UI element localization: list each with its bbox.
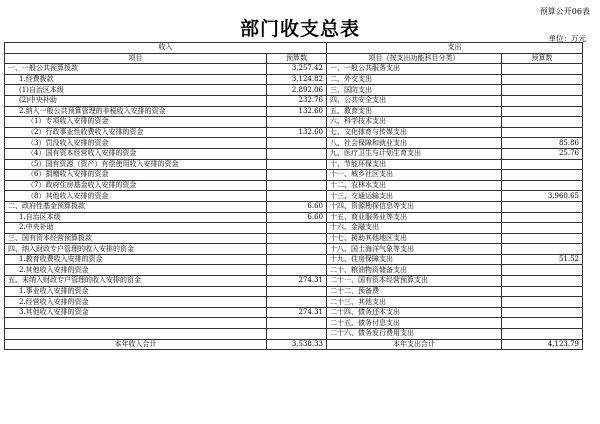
totals-row (5, 339, 583, 350)
expense-value-cell (502, 329, 583, 340)
table-row (5, 95, 583, 106)
income-item-cell: （2）行政事业性收费收入安排的资金 (5, 127, 267, 138)
section-header-row (5, 43, 583, 54)
unit-label: 单位：万元 (548, 34, 586, 43)
table-row (5, 223, 583, 234)
income-value-cell (267, 286, 327, 297)
table-row (5, 297, 583, 308)
expense-value-cell (502, 64, 583, 75)
form-code: 预算公开06表 (539, 7, 590, 16)
income-value-cell: 132.60 (267, 127, 327, 138)
expense-value-cell (502, 201, 583, 212)
expense-item-cell: 二、外交支出 (327, 74, 502, 85)
income-value-cell (267, 329, 327, 340)
table-row (5, 307, 583, 318)
expense-item-cell: 三、国防支出 (327, 85, 502, 96)
income-value-cell (267, 148, 327, 159)
expense-item-cell: 二十三、其他支出 (327, 297, 502, 308)
income-item-cell (5, 318, 267, 329)
expense-value-cell (502, 223, 583, 234)
expense-value-cell: 85.86 (502, 138, 583, 149)
table-row (5, 191, 583, 202)
expense-value-cell (502, 159, 583, 170)
income-item-header: 项目 (5, 53, 267, 64)
income-value-cell: 232.76 (267, 95, 327, 106)
table-row (5, 286, 583, 297)
income-item-cell: (1)自治区本级 (5, 85, 267, 96)
expense-value-cell: 51.52 (502, 254, 583, 265)
expense-value-cell (502, 244, 583, 255)
table-row (5, 127, 583, 138)
expense-value-cell (502, 307, 583, 318)
expense-item-cell: 十七、援助其他地区支出 (327, 233, 502, 244)
table-row (5, 329, 583, 340)
expense-item-cell: 二十、粮油物资储备支出 (327, 265, 502, 276)
income-value-cell (267, 159, 327, 170)
income-item-cell (5, 329, 267, 340)
income-expense-table (4, 42, 583, 350)
income-item-cell: （7）政府住房基金收入安排的资金 (5, 180, 267, 191)
income-value-cell (267, 254, 327, 265)
income-total-label: 本年收入合计 (5, 339, 267, 350)
expense-value-cell (502, 233, 583, 244)
expense-value-cell (502, 117, 583, 128)
income-total-value: 3,538.33 (267, 339, 327, 350)
expense-item-cell: 十三、交通运输支出 (327, 191, 502, 202)
table-row (5, 265, 583, 276)
income-item-cell: （3）罚没收入安排的资金 (5, 138, 267, 149)
income-item-cell: 五、未纳入财政专户管理的收入安排的资金 (5, 276, 267, 287)
income-value-cell (267, 180, 327, 191)
table-row (5, 138, 583, 149)
expense-value-cell: 3,960.65 (502, 191, 583, 202)
table-row (5, 159, 583, 170)
table-row (5, 74, 583, 85)
expense-item-cell: 六、科学技术支出 (327, 117, 502, 128)
expense-value-cell (502, 265, 583, 276)
income-item-cell: 1.经费拨款 (5, 74, 267, 85)
expense-item-cell: 一、一般公共服务支出 (327, 64, 502, 75)
table-row (5, 85, 583, 96)
income-value-cell (267, 318, 327, 329)
expense-value-cell (502, 180, 583, 191)
income-item-cell: 2.纳入一般公共预算管理的非税收入安排的资金 (5, 106, 267, 117)
income-value-cell (267, 170, 327, 181)
table-row (5, 318, 583, 329)
income-value-cell (267, 117, 327, 128)
expense-value-cell (502, 318, 583, 329)
income-item-cell: 二、政府性基金预算拨款 (5, 201, 267, 212)
expense-item-cell: 十一、城乡社区支出 (327, 170, 502, 181)
expense-item-cell: 四、公共安全支出 (327, 95, 502, 106)
table-row (5, 201, 583, 212)
income-item-cell: 四、纳入财政专户管理的收入安排的资金 (5, 244, 267, 255)
table-row (5, 170, 583, 181)
income-value-cell (267, 297, 327, 308)
table-row (5, 117, 583, 128)
expense-value-cell (502, 170, 583, 181)
income-item-cell: 2.其他收入安排的资金 (5, 265, 267, 276)
expense-value-cell (502, 95, 583, 106)
income-item-cell: (2)中央补助 (5, 95, 267, 106)
income-value-cell (267, 244, 327, 255)
table-row (5, 212, 583, 223)
income-value-cell (267, 233, 327, 244)
income-value-cell (267, 191, 327, 202)
income-item-cell: （8）其他收入安排的资金 (5, 191, 267, 202)
table-row (5, 106, 583, 117)
expense-value-cell (502, 286, 583, 297)
income-value-cell: 6.60 (267, 212, 327, 223)
expense-value-cell (502, 106, 583, 117)
income-value-cell: 3,124.82 (267, 74, 327, 85)
expense-value-cell (502, 85, 583, 96)
income-item-cell: （6）捐赠收入安排的资金 (5, 170, 267, 181)
income-value-cell (267, 138, 327, 149)
income-item-cell: 1.自治区本级 (5, 212, 267, 223)
table-row (5, 148, 583, 159)
income-item-cell: 2.中央补助 (5, 223, 267, 234)
expense-total-value: 4,123.79 (502, 339, 583, 350)
income-item-cell: 1.事业收入安排的资金 (5, 286, 267, 297)
expense-item-cell: 十二、农林水支出 (327, 180, 502, 191)
expense-item-cell: 二十四、债务还本支出 (327, 307, 502, 318)
expense-item-cell: 二十五、债务付息支出 (327, 318, 502, 329)
expense-item-cell: 九、医疗卫生与计划生育支出 (327, 148, 502, 159)
expense-total-label: 本年支出合计 (327, 339, 502, 350)
expense-item-cell: 十、节能环保支出 (327, 159, 502, 170)
income-item-cell: 三、国有资本经营预算拨款 (5, 233, 267, 244)
expense-item-cell: 二十一、国有资本经营预算支出 (327, 276, 502, 287)
expense-item-cell: 二十六、债务发行费用支出 (327, 329, 502, 340)
table-row (5, 180, 583, 191)
column-header-row (5, 53, 583, 64)
income-item-cell: 一、一般公共预算拨款 (5, 64, 267, 75)
expense-item-cell: 十四、资源勘探信息等支出 (327, 201, 502, 212)
income-value-cell: 3,257.42 (267, 64, 327, 75)
table-row (5, 276, 583, 287)
expense-item-cell: 十八、国土海洋气象等支出 (327, 244, 502, 255)
expense-item-cell: 八、社会保障和就业支出 (327, 138, 502, 149)
income-item-cell: （5）国有资源（资产）有偿使用收入安排的资金 (5, 159, 267, 170)
expense-item-cell: 五、教育支出 (327, 106, 502, 117)
table-row (5, 64, 583, 75)
income-item-cell: 2.经营收入安排的资金 (5, 297, 267, 308)
income-item-cell: （1）专项收入安排的资金 (5, 117, 267, 128)
expense-value-cell (502, 212, 583, 223)
income-item-cell: （4）国有资本经营收入安排的资金 (5, 148, 267, 159)
expense-budget-header: 预算数 (502, 53, 583, 64)
expense-item-cell: 十五、商业服务业等支出 (327, 212, 502, 223)
income-value-cell: 2,892.06 (267, 85, 327, 96)
page-title: 部门收支总表 (239, 18, 360, 40)
expense-item-cell: 七、文化体育与传媒支出 (327, 127, 502, 138)
expense-item-header: 项目（按支出功能科目分类） (327, 53, 502, 64)
expense-value-cell (502, 127, 583, 138)
income-budget-header: 预算数 (267, 53, 327, 64)
expense-value-cell (502, 276, 583, 287)
income-header: 收入 (5, 43, 327, 54)
table-row (5, 233, 583, 244)
income-value-cell (267, 223, 327, 234)
income-value-cell: 274.31 (267, 276, 327, 287)
income-value-cell: 274.31 (267, 307, 327, 318)
income-value-cell: 6.60 (267, 201, 327, 212)
expense-value-cell (502, 74, 583, 85)
expense-item-cell: 二十二、预备费 (327, 286, 502, 297)
table-row (5, 244, 583, 255)
income-item-cell: 1.教育收费收入安排的资金 (5, 254, 267, 265)
expense-item-cell: 十九、住房保障支出 (327, 254, 502, 265)
table-row (5, 254, 583, 265)
expense-value-cell (502, 297, 583, 308)
expense-header: 支出 (327, 43, 583, 54)
income-value-cell (267, 265, 327, 276)
income-value-cell: 132.60 (267, 106, 327, 117)
income-item-cell: 3.其他收入安排的资金 (5, 307, 267, 318)
expense-item-cell: 十六、金融支出 (327, 223, 502, 234)
expense-value-cell: 25.76 (502, 148, 583, 159)
